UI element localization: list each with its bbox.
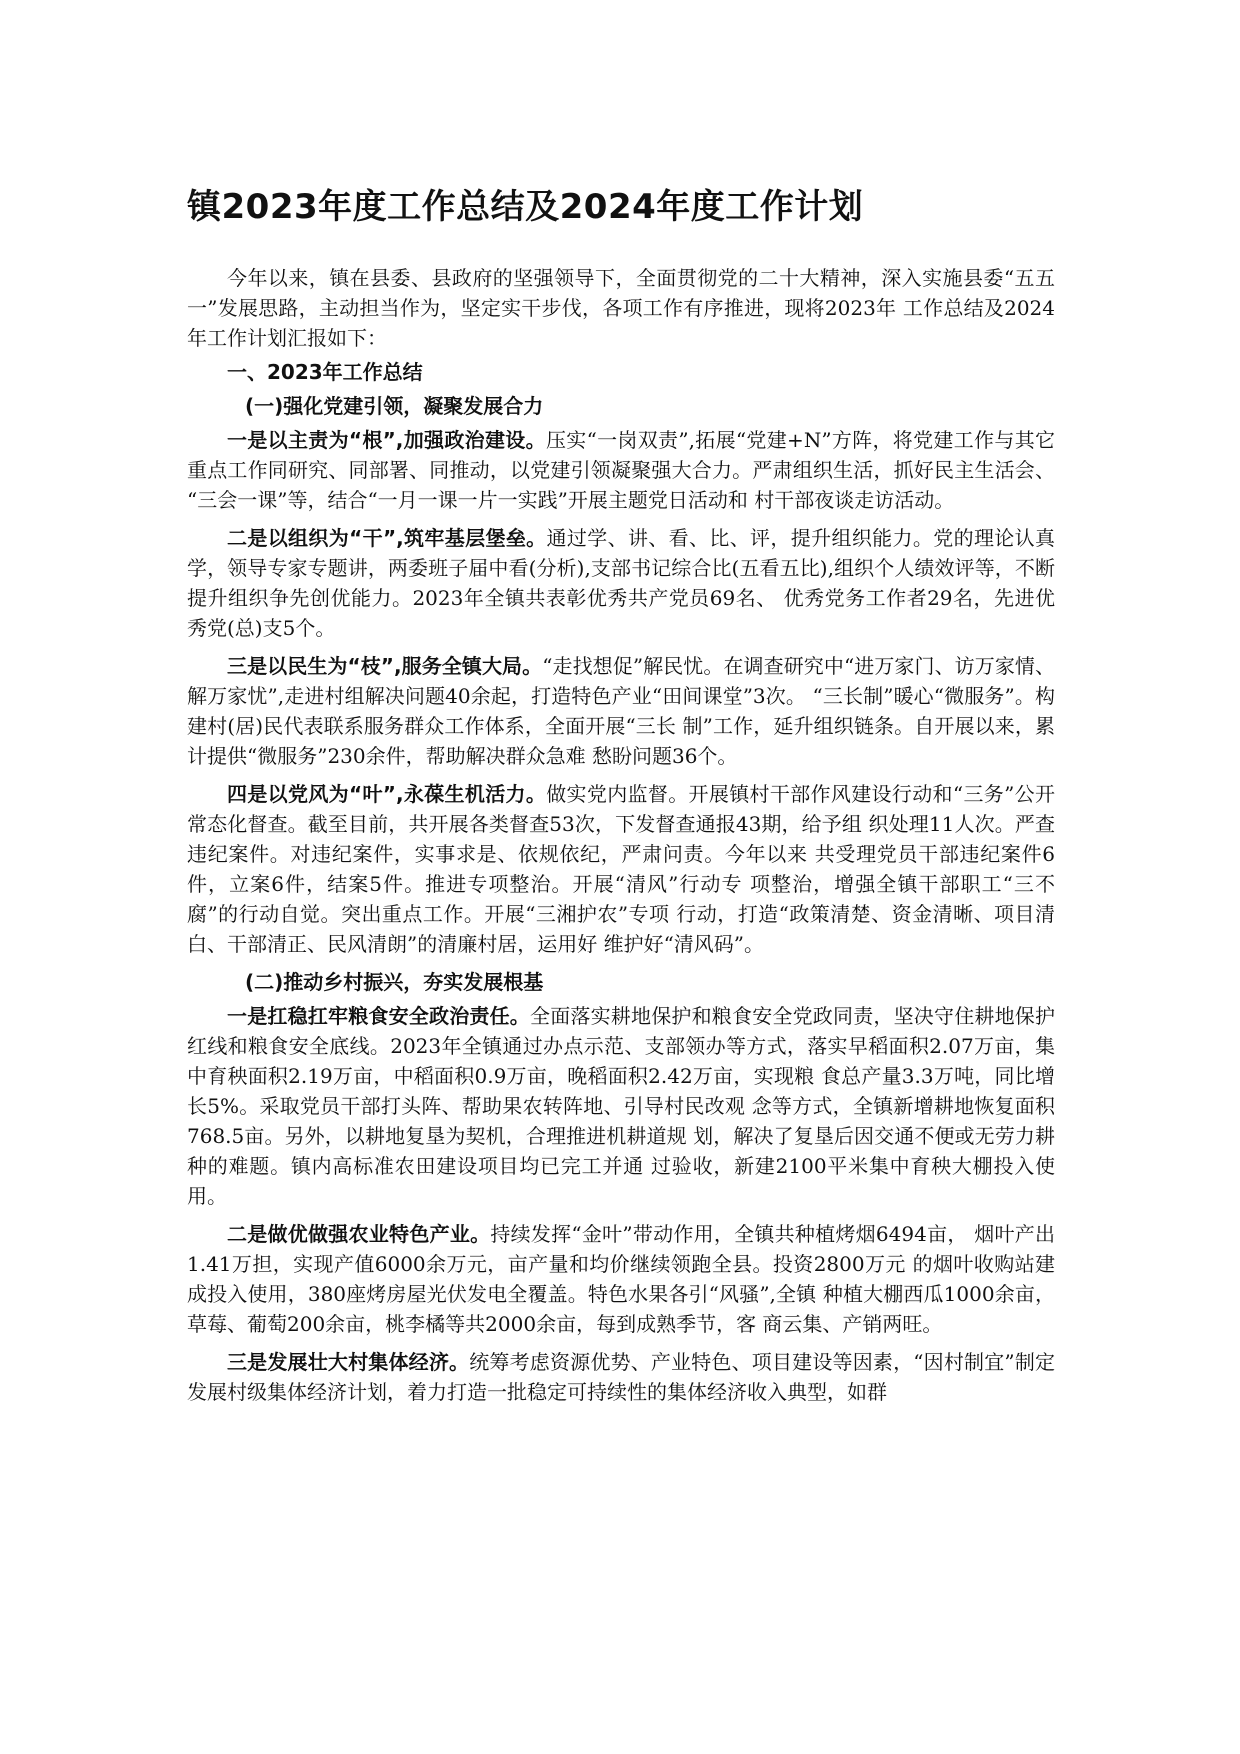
paragraph-lead: 二是以组织为“干”,筑牢基层堡垒。 — [227, 526, 547, 550]
paragraph — [187, 1001, 1055, 1211]
paragraph-text: 持续发挥“金叶”带动作用，全镇共种植烤烟6494亩， 烟叶产出1.41万担，实现产值6000余万元，亩产量和均价继续领跑全县。投资2800万元 的烟叶收购站建成投入使用，380座烤房屋光伏发电全覆盖。特色水果各引“风骚”,全镇 种植大棚西瓜1000余亩，草莓、葡萄200余亩，桃李橘等共2000余亩，每到成熟季节，客 商云集、产销两旺。 — [187, 1222, 1055, 1336]
paragraph — [187, 1347, 1055, 1407]
subsection-heading: (二)推动乡村振兴，夯实发展根基 — [245, 970, 544, 994]
paragraph — [187, 523, 1055, 643]
paragraph — [187, 1219, 1055, 1339]
document-title: 镇2023年度工作总结及2024年度工作计划 — [187, 187, 864, 227]
paragraph-lead: 四是以党风为“叶”,永葆生机活力。 — [227, 782, 547, 806]
paragraph-lead: 二是做优做强农业特色产业。 — [227, 1222, 491, 1246]
paragraph-text: 做实党内监督。开展镇村干部作风建设行动和“三务”公开常态化督查。截至目前，共开展各类督查53次，下发督查通报43期，给予组 织处理11人次。严查违纪案件。对违纪案件，实事求是、依规依纪，严肃问责。今年以来 共受理党员干部违纪案件6件，立案6件，结案5件。推进专项整治。开展“清风”行动专 项整治，增强全镇干部职工“三不腐”的行动自觉。突出重点工作。开展“三湘护农”专项 行动，打造“政策清楚、资金清晰、项目清白、干部清正、民风清朗”的清廉村居，运用好 维护好“清风码”。 — [187, 782, 1055, 956]
paragraph-lead: 三是以民生为“枝”,服务全镇大局。 — [227, 654, 543, 678]
paragraph-lead: 三是发展壮大村集体经济。 — [227, 1350, 470, 1374]
paragraph-lead: 一是扛稳扛牢粮食安全政治责任。 — [227, 1004, 530, 1028]
document-page — [187, 185, 1055, 1415]
intro-paragraph: 今年以来，镇在县委、县政府的坚强领导下，全面贯彻党的二十大精神，深入实施县委“五五一”发展思路，主动担当作为，坚定实干步伐，各项工作有序推进，现将2023年 工作总结及2024年工作计划汇报如下： — [187, 266, 1055, 350]
subsection-heading: (一)强化党建引领，凝聚发展合力 — [245, 394, 544, 418]
paragraph-lead: 一是以主责为“根”,加强政治建设。 — [227, 428, 546, 452]
paragraph — [187, 779, 1055, 959]
section-heading: 一、2023年工作总结 — [227, 360, 423, 384]
paragraph — [187, 651, 1055, 771]
paragraph-text: “走找想促”解民忧。在调查研究中“进万家门、访万家情、解万家忧”,走进村组解决问题40余起，打造特色产业“田间课堂”3次。 “三长制”暖心“微服务”。构建村(居)民代表联系服务群众工作体系，全面开展“三长 制”工作，延升组织链条。自开展以来，累计提供“微服务”230余件，帮助解决群众急难 愁盼问题36个。 — [187, 654, 1055, 768]
paragraph-text: 通过学、讲、看、比、评，提升组织能力。党的理论认真学，领导专家专题讲，两委班子届中看(分析),支部书记综合比(五看五比),组织个人绩效评等，不断提升组织争先创优能力。2023年全镇共表彰优秀共产党员69名、 优秀党务工作者29名，先进优秀党(总)支5个。 — [187, 526, 1055, 640]
paragraph-text: 全面落实耕地保护和粮食安全党政同责，坚决守住耕地保护红线和粮食安全底线。2023年全镇通过办点示范、支部领办等方式，落实早稻面积2.07万亩，集中育秧面积2.19万亩，中稻面积0.9万亩，晚稻面积2.42万亩，实现粮 食总产量3.3万吨，同比增长5%。采取党员干部打头阵、帮助果农转阵地、引导村民改观 念等方式，全镇新增耕地恢复面积768.5亩。另外，以耕地复垦为契机，合理推进机耕道规 划，解决了复垦后因交通不便或无劳力耕种的难题。镇内高标准农田建设项目均已完工并通 过验收，新建2100平米集中育秧大棚投入使用。 — [187, 1004, 1055, 1208]
paragraph-text: 统筹考虑资源优势、产业特色、项目建设等因素，“因村制宜”制定发展村级集体经济计划，着力打造一批稳定可持续性的集体经济收入典型，如群 — [187, 1350, 1056, 1404]
paragraph — [187, 425, 1055, 515]
paragraph-text: 压实“一岗双责”,拓展“党建+N”方阵，将党建工作与其它重点工作同研究、同部署、同推动，以党建引领凝聚强大合力。严肃组织生活，抓好民主生活会、 “三会一课”等，结合“一月一课一片一实践”开展主题党日活动和 村干部夜谈走访活动。 — [187, 428, 1056, 512]
